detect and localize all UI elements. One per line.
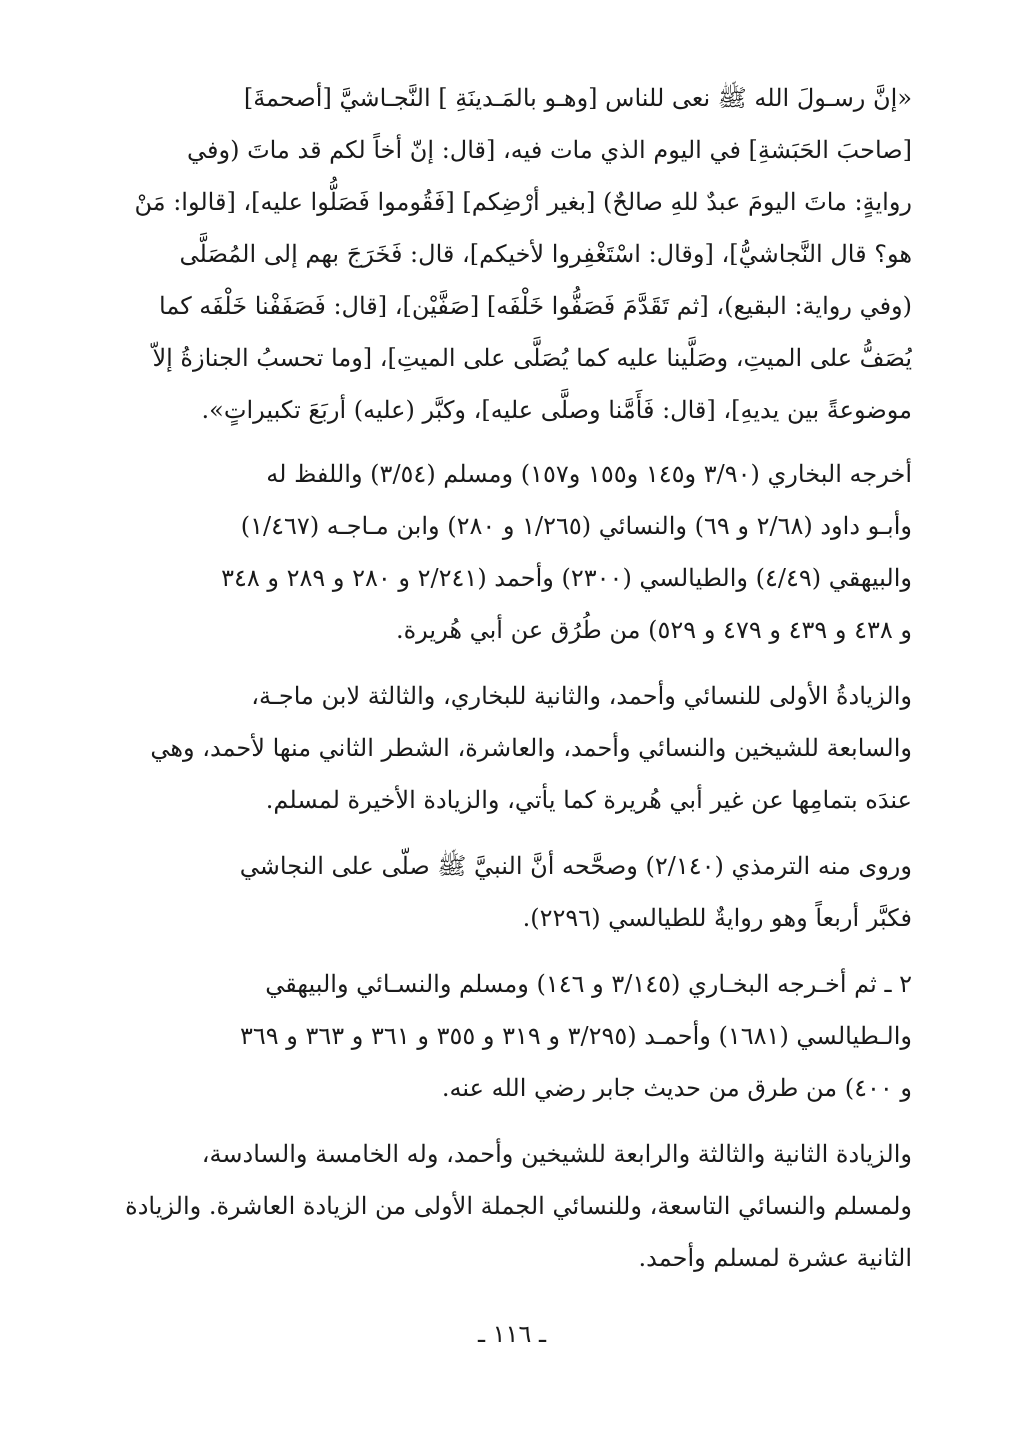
text-line: و ٤٠٠) من طرق من حديث جابر رضي الله عنه. bbox=[441, 1074, 912, 1102]
text-line: ولمسلم والنسائي التاسعة، وللنسائي الجملة الأولى من الزيادة العاشرة. والزيادة bbox=[125, 1192, 912, 1220]
hadith-text-paragraph bbox=[100, 72, 912, 436]
takhrij-paragraph bbox=[100, 448, 912, 656]
text-line: [صاحبَ الحَبَشةِ] في اليوم الذي مات فيه، [قال: إنّ أخاً لكم قد ماتَ (وفي bbox=[187, 136, 912, 164]
tirmidhi-paragraph bbox=[100, 840, 912, 944]
text-line: فكبَّر أربعاً وهو روايةٌ للطيالسي (٢٢٩٦). bbox=[522, 904, 912, 932]
text-line: روايةٍ: ماتَ اليومَ عبدٌ للهِ صالحٌ) [بغير أرْضِكم] [فَقُوموا فَصَلُّوا عليه]، [قالوا: مَنْ bbox=[134, 188, 912, 216]
additions-paragraph bbox=[100, 670, 912, 826]
text-line: «إنَّ رسـولَ الله ﷺ نعى للناس [وهـو بالمَـدينَةِ ] النَّجـاشيَّ [أصحمةَ] bbox=[243, 84, 912, 112]
text-line: والزيادة الثانية والثالثة والرابعة للشيخين وأحمد، وله الخامسة والسادسة، bbox=[201, 1140, 912, 1168]
text-line: عندَه بتمامِها عن غير أبي هُريرة كما يأتي، والزيادة الأخيرة لمسلم. bbox=[265, 786, 912, 814]
text-line: يُصَفُّ على الميتِ، وصَلَّينا عليه كما يُصَلَّى على الميتِ]، [وما تحسبُ الجنازةُ إلاّ bbox=[152, 344, 912, 372]
text-line: الثانية عشرة لمسلم وأحمد. bbox=[638, 1244, 912, 1272]
text-line: ٢ ـ ثم أخـرجه البخـاري (٣/١٤٥ و ١٤٦) ومسلم والنسـائي والبيهقي bbox=[265, 970, 912, 998]
text-line: والسابعة للشيخين والنسائي وأحمد، والعاشرة، الشطر الثاني منها لأحمد، وهي bbox=[150, 734, 912, 762]
text-line: هو؟ قال النَّجاشيُّ]، [وقال: اسْتَغْفِروا لأخيكم]، قال: فَخَرَجَ بهم إلى المُصَلَّى bbox=[179, 240, 912, 268]
text-line: وروى منه الترمذي (٢/١٤٠) وصحَّحه أنَّ النبيَّ ﷺ صلّى على النجاشي bbox=[239, 852, 912, 880]
text-line: و ٤٣٨ و ٤٣٩ و ٤٧٩ و ٥٢٩) من طُرُق عن أبي هُريرة. bbox=[395, 616, 912, 644]
text-line: أخرجه البخاري (٣/٩٠ و١٤٥ و١٥٥ و١٥٧) ومسلم (٣/٥٤) واللفظ له bbox=[266, 460, 912, 488]
text-line: وأبـو داود (٢/٦٨ و ٦٩) والنسائي (١/٢٦٥ و ٢٨٠) وابن مـاجـه (١/٤٦٧) bbox=[240, 512, 912, 540]
page-body bbox=[100, 72, 912, 1284]
page-number: ـ ١١٦ ـ bbox=[477, 1320, 546, 1348]
text-line: موضوعةً بين يديهِ]، [قال: فَأَمَّنا وصلَّى عليه]، وكبَّر (عليه) أربَعَ تكبيراتٍ». bbox=[201, 396, 912, 424]
second-narration-paragraph bbox=[100, 958, 912, 1114]
final-additions-paragraph bbox=[100, 1128, 912, 1284]
text-line: والـطيالسي (١٦٨١) وأحمـد (٣/٢٩٥ و ٣١٩ و ٣٥٥ و ٣٦١ و ٣٦٣ و ٣٦٩ bbox=[239, 1022, 912, 1050]
text-line: والزيادةُ الأولى للنسائي وأحمد، والثانية للبخاري، والثالثة لابن ماجـة، bbox=[251, 682, 912, 710]
text-line: (وفي رواية: البقيع)، [ثم تَقَدَّمَ فَصَفُّوا خَلْفَه] [صَفَّيْن]، [قال: فَصَفَفْنا خَلْفَه كما bbox=[159, 292, 912, 320]
text-line: والبيهقي (٤/٤٩) والطيالسي (٢٣٠٠) وأحمد (٢/٢٤١ و ٢٨٠ و ٢٨٩ و ٣٤٨ bbox=[221, 564, 912, 592]
